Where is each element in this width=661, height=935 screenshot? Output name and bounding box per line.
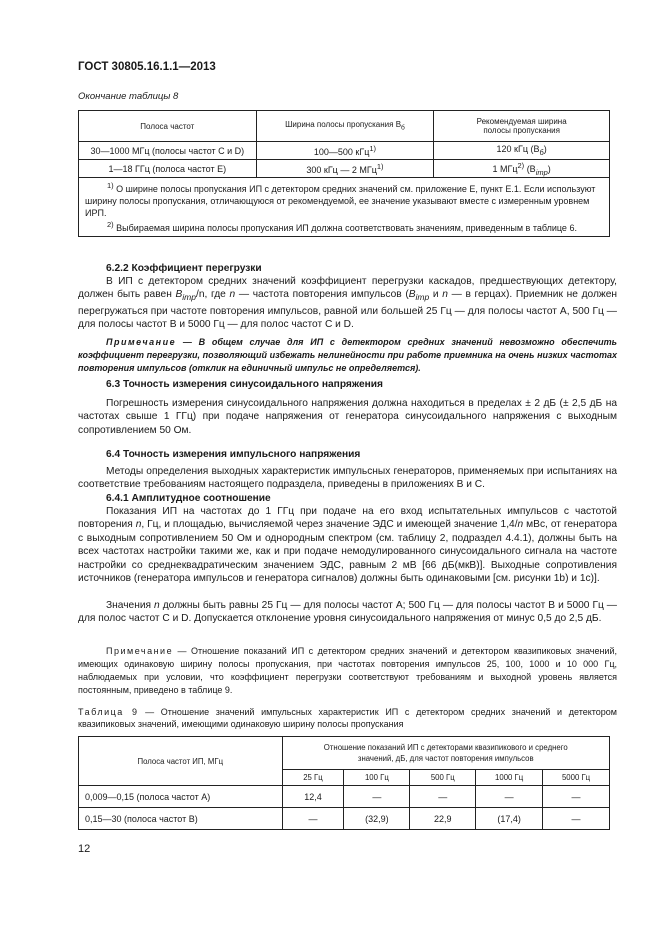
text: В ИП с детектором средних значений коэффициент перегрузки каскадов, предшествующих детектору, должен быть равен	[78, 276, 617, 301]
cell-text: 120 кГц (B	[496, 144, 540, 155]
cell-text: 300 кГц — 2 МГц	[306, 165, 377, 175]
table9-cell: 12,4	[282, 786, 344, 808]
section-6-4-1-paragraph-2	[78, 599, 617, 626]
text: /n, где	[195, 289, 230, 301]
table9-header-band: Полоса частот ИП, МГц	[79, 737, 283, 786]
caption-text: — Отношение значений импульсных характеристик ИП с детектором средних значений и детектором квазипиковых значений, имеющими одинаковую ширину полосы пропускания	[78, 707, 617, 729]
footnote-mark: 2)	[107, 220, 114, 229]
table8-note-1	[85, 180, 603, 219]
text: — в герцах). Приемник не должен перегружаться при частоте повторения импульсов, равной или большей 25 Гц — для полосы частот А, 500 Гц — для полосы частот В и 5000 Гц — для полос частот С и D.	[78, 289, 618, 331]
table-8	[78, 110, 610, 237]
note-text: О ширине полосы пропускания ИП с детектором средних значений см. приложение Е, пункт Е.1. Если используют ширину полосы пропускания, отличающуюся от рекомендуемой, ее значение указывают вместе с измеренным уровнем ИРП.	[85, 184, 596, 218]
note-text: — В общем случае для ИП с детектором средних значений невозможно обеспечить коэффициент перегрузки, позволяющий избежать нелинейности при работе приемника на очень низких частотах повторения импульсов (отклик на единичный импульс не определяется).	[78, 337, 617, 373]
table8-note-2	[85, 219, 603, 234]
table8-header-recommended	[434, 111, 610, 142]
section-6-2-2-note	[78, 336, 617, 375]
table9-freq: 25 Гц	[282, 770, 344, 786]
table9-cell: —	[344, 786, 410, 808]
table9-header-row	[79, 737, 610, 770]
rec-line1: Рекомендуемая ширина	[476, 117, 567, 126]
table9-cell: —	[543, 808, 610, 830]
text: n	[517, 519, 524, 531]
text: должны быть равны 25 Гц — для полосы частот А; 500 Гц — для полосы частот В и 5000 Гц — для полос частот С и D. Допускается отклонение уровня синусоидального напряжения от минус 0,5 до 2,5 дБ.	[78, 600, 617, 625]
document-header: ГОСТ 30805.16.1.1—2013	[78, 61, 216, 73]
footnote-ref: 1)	[369, 144, 377, 153]
text: n	[229, 289, 236, 301]
table-row	[79, 160, 610, 178]
cell-text: 1 МГц	[492, 163, 518, 174]
page-number: 12	[78, 843, 91, 855]
table9-freq: 5000 Гц	[543, 770, 610, 786]
table9-cell: —	[282, 808, 344, 830]
section-6-4-heading: 6.4 Точность измерения импульсного напряжения	[106, 449, 361, 460]
section-6-4-1-note	[78, 645, 617, 697]
section-6-4-1-heading: 6.4.1 Амплитудное соотношение	[106, 493, 271, 504]
text: imp	[415, 292, 430, 303]
note-text: Выбираемая ширина полосы пропускания ИП должна соответствовать значениям, приведенным в таблице 6.	[113, 223, 577, 233]
table9-header-ratio: Отношение показаний ИП с детекторами квазипикового и среднего значений, дБ, для частот повторения импульсов	[282, 737, 609, 770]
cell-text: (B	[524, 163, 536, 174]
table9-freq: 500 Гц	[410, 770, 476, 786]
table9-cell: 22,9	[410, 808, 476, 830]
table8-notes	[79, 178, 610, 237]
table8-header-band: Полоса частот	[79, 111, 257, 142]
note-label: Примечание	[106, 337, 177, 347]
footnote-ref: 2)	[517, 160, 525, 170]
table9-cell: —	[476, 786, 543, 808]
rec-line2: полосы пропускания	[483, 126, 560, 135]
bw-text: Ширина полосы пропускания B	[285, 120, 402, 130]
table9-cell: —	[410, 786, 476, 808]
section-6-2-2-heading: 6.2.2 Коэффициент перегрузки	[106, 263, 262, 274]
section-6-4-1-paragraph	[78, 505, 617, 585]
table9-cell: (32,9)	[344, 808, 410, 830]
table-row	[79, 786, 610, 808]
text: , Гц, и площадью, вычисляемой через значение ЭДС и имеющей значение 1,4/	[141, 519, 518, 531]
table9-freq: 100 Гц	[344, 770, 410, 786]
cell-sub: б	[539, 147, 544, 157]
text: n	[154, 600, 160, 611]
table-9	[78, 736, 610, 830]
table9-freq: 1000 Гц	[476, 770, 543, 786]
note-label: Примечание	[106, 646, 174, 656]
caption-label: Таблица 9	[78, 707, 139, 717]
table8-cell: 1—18 ГГц (полоса частот E)	[79, 160, 257, 178]
table8-header-row	[79, 111, 610, 142]
section-6-3-paragraph: Погрешность измерения синусоидального напряжения должна находиться в пределах ± 2 дБ (± 2,5 дБ на частотах свыше 1 ГГц) при подаче напряжения от генератора синусоидального напряжения с выходным сопротивлением 50 Ом.	[78, 398, 617, 436]
footnote-ref: 1)	[376, 162, 384, 171]
section-6-2-2-paragraph	[78, 275, 617, 332]
section-6-3-heading: 6.3 Точность измерения синусоидального напряжения	[106, 379, 383, 390]
cell-text: )	[547, 163, 551, 174]
text: Показания ИП на частотах до 1 ГГц при подаче на его вход испытательных импульсов с частотой повторения	[78, 506, 617, 531]
text: imp	[182, 292, 196, 303]
table-row	[79, 142, 610, 160]
text: n	[442, 289, 448, 301]
bw-sub: б	[401, 124, 405, 132]
cell-text: 100—500 кГц	[313, 147, 370, 157]
table8-cell	[256, 142, 434, 160]
text: Значения	[106, 600, 155, 611]
text: мВс, от генератора с выходным сопротивлением 50 Ом и однородным спектром (см. таблицу 2, подраздел 4.4.1), должны быть на всех частотах настройки такими же, как и при подаче немодулированного синусоидального сигнала на частоте настройки со среднеквадратическим значением ЭДС, равным 2 мВ [66 дБ(мкВ)]. Выходные сопротивления источников (генератора импульсов и генератора сигналов) должны быть одинаковыми [см. рисунки 1b) и 1c)].	[78, 519, 617, 585]
table9-cell: 0,15—30 (полоса частот В)	[79, 808, 283, 830]
footnote-mark: 1)	[107, 181, 114, 190]
table8-cell	[434, 142, 610, 160]
table8-cell	[434, 160, 610, 178]
text: — частота повторения импульсов (	[235, 289, 409, 301]
table8-header-bw	[256, 111, 434, 142]
table9-cell: —	[543, 786, 610, 808]
cell-sub: imp	[535, 167, 548, 177]
table-row	[79, 808, 610, 830]
text: B	[408, 289, 416, 301]
table8-notes-row	[79, 178, 610, 237]
table9-cell: (17,4)	[476, 808, 543, 830]
text: B	[175, 289, 183, 301]
text: и	[429, 289, 443, 301]
text: n	[135, 519, 142, 531]
table9-caption	[78, 706, 617, 730]
table8-cell: 30—1000 МГц (полосы частот С и D)	[79, 142, 257, 160]
cell-text: )	[543, 144, 547, 155]
table8-cell	[256, 160, 434, 178]
table8-caption: Окончание таблицы 8	[78, 91, 179, 102]
table9-cell: 0,009—0,15 (полоса частот А)	[79, 786, 283, 808]
section-6-4-paragraph: Методы определения выходных характеристик импульсных генераторов, применяемых при испытаниях на соответствие требованиям настоящего подраздела, приведены в приложениях В и С.	[78, 466, 617, 491]
note-text: — Отношение показаний ИП с детектором средних значений и детектором квазипиковых значений, имеющих одинаковую ширину полосы пропускания, при частотах повторения импульсов 25, 100, 1000 и 10 000 Гц, наблюдаемых при условии, что коэффициент перегрузки соответствуют требованиям и выходной уровень является постоянным, приведено в таблице 9.	[78, 646, 617, 695]
